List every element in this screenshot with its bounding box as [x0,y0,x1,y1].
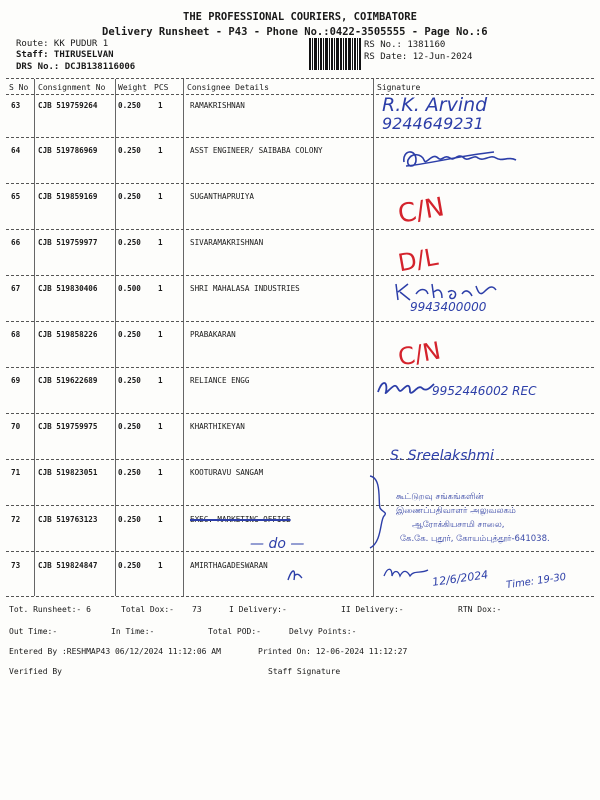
out-time-label: Out Time:- [9,627,58,636]
signature-r73 [382,564,430,580]
row-sno: 71 [11,468,21,477]
col-divider [115,79,116,596]
entered-by: Entered By :RESHMAP43 06/12/2024 11:12:06 AM [9,647,221,656]
row-pcs: 1 [158,561,163,570]
row-sno: 69 [11,376,21,385]
col-consignment-no: Consignment No [38,83,106,92]
row-consignee: SIVARAMAKRISHNAN [190,238,264,247]
row-consignment-no: CJB 519830406 [38,284,98,293]
col-signature: Signature [377,83,421,92]
row-consignment-no: CJB 519786969 [38,146,98,155]
staff-signature-label: Staff Signature [268,667,341,676]
row-consignment-no: CJB 519824847 [38,561,98,570]
row-sno: 70 [11,422,21,431]
row-rule [6,275,594,276]
handwriting-r67-phone: 9943400000 [410,300,487,314]
row-consignment-no: CJB 519759264 [38,101,98,110]
total-dox-value: 73 [192,605,202,614]
row-consignee: RELIANCE ENGG [190,376,250,385]
rtn-dox-label: RTN Dox:- [458,605,502,614]
row-rule [6,183,594,184]
row-weight: 0.250 [118,238,141,247]
row-consignment-no: CJB 519859169 [38,192,98,201]
col-sno: S No [9,83,29,92]
row-sno: 63 [11,101,21,110]
col-pcs: PCS [154,83,169,92]
handwriting-r66-dl: D/L [395,242,441,278]
printed-on: Printed On: 12-06-2024 11:12:27 [258,647,408,656]
row-consignee: RAMAKRISHNAN [190,101,245,110]
signature-r63-name: R.K. Arvind [382,94,488,116]
row-rule [6,367,594,368]
row-pcs: 1 [158,422,163,431]
rs-date: RS Date: 12-Jun-2024 [364,52,473,62]
row-consignment-no: CJB 519763123 [38,515,98,524]
row-consignee: ASST ENGINEER/ SAIBABA COLONY [190,146,323,155]
row-sno: 73 [11,561,21,570]
handwriting-r69-phone: 9952446002 REC [432,384,537,398]
route-label: Route: KK PUDUR 1 [16,39,109,49]
row-sno: 72 [11,515,21,524]
row-consignment-no: CJB 519759977 [38,238,98,247]
row-consignment-no: CJB 519823051 [38,468,98,477]
handwriting-r72-ditto: — do — [250,536,305,552]
row-sno: 64 [11,146,21,155]
i-delivery-label: I Delivery:- [229,605,287,614]
signature-r63-phone: 9244649231 [382,114,484,133]
row-rule [6,459,594,460]
row-consignment-no: CJB 519858226 [38,330,98,339]
row-weight: 0.250 [118,330,141,339]
rs-number: RS No.: 1381160 [364,40,446,50]
total-pod-label: Total POD:- [208,627,261,636]
row-consignee: KHARTHIKEYAN [190,422,245,431]
stamp-line-2: இணைப்பதிவாளர் அலுவலகம் [396,506,516,516]
company-title: THE PROFESSIONAL COURIERS, COIMBATORE [183,11,417,23]
row-consignee: PRABAKARAN [190,330,236,339]
row-pcs: 1 [158,101,163,110]
row-pcs: 1 [158,192,163,201]
row-pcs: 1 [158,284,163,293]
signature-r69 [376,376,436,398]
row-sno: 68 [11,330,21,339]
stamp-line-4: கே.கே. புதூர், கோயம்புத்தூர்-641038. [400,534,550,544]
table-top-rule [6,78,594,79]
initial-mark-r73 [286,566,304,584]
table-bottom-rule [6,596,594,597]
runsheet-title: Delivery Runsheet - P43 - Phone No.:0422-3505555 - Page No.:6 [102,26,488,38]
row-rule [6,137,594,138]
col-consignee-details: Consignee Details [187,83,269,92]
row-weight: 0.250 [118,192,141,201]
staff-label: Staff: THIRUSELVAN [16,50,114,60]
delvy-points-label: Delvy Points:- [289,627,357,636]
row-consignee-struck: EXEC. MARKETING OFFICE [190,515,291,524]
row-weight: 0.500 [118,284,141,293]
table-header-rule [6,94,594,95]
row-consignee: KOOTURAVU SANGAM [190,468,264,477]
handwriting-r73-date: 12/6/2024 [431,568,490,589]
verified-by-label: Verified By [9,667,62,676]
total-dox-label: Total Dox:- [121,605,174,614]
in-time-label: In Time:- [111,627,155,636]
row-weight: 0.250 [118,515,141,524]
signature-r71: S. Sreelakshmi [390,448,494,464]
row-rule [6,321,594,322]
signature-r64 [398,142,523,178]
row-sno: 66 [11,238,21,247]
row-sno: 65 [11,192,21,201]
col-weight: Weight [118,83,147,92]
row-weight: 0.250 [118,146,141,155]
row-pcs: 1 [158,515,163,524]
row-sno: 67 [11,284,21,293]
row-pcs: 1 [158,146,163,155]
stamp-line-1: கூட்டுறவு சங்கங்களின் [396,492,484,502]
row-weight: 0.250 [118,376,141,385]
row-pcs: 1 [158,468,163,477]
row-consignee: SUGANTHAPRUIYA [190,192,255,201]
row-pcs: 1 [158,238,163,247]
row-rule [6,229,594,230]
row-pcs: 1 [158,376,163,385]
row-weight: 0.250 [118,422,141,431]
row-consignee: SHRI MAHALASA INDUSTRIES [190,284,300,293]
row-pcs: 1 [158,330,163,339]
handwriting-r68-cn: C/N [395,336,443,372]
row-weight: 0.250 [118,468,141,477]
brace-mark [364,472,394,552]
handwriting-r65-cn: C/N [395,192,447,230]
col-divider [183,79,184,596]
col-divider [34,79,35,596]
row-consignee: AMIRTHAGADESWARAN [190,561,268,570]
stamp-line-3: ஆரோக்கியசாமி சாலை, [412,520,505,530]
handwriting-r73-time: Time: 19-30 [505,571,567,592]
drs-number: DRS No.: DCJB138116006 [16,62,136,72]
row-consignment-no: CJB 519622689 [38,376,98,385]
tot-runsheet: Tot. Runsheet:- 6 [9,605,91,614]
row-consignment-no: CJB 519759975 [38,422,98,431]
barcode [309,38,361,70]
row-rule [6,413,594,414]
row-weight: 0.250 [118,561,141,570]
row-weight: 0.250 [118,101,141,110]
ii-delivery-label: II Delivery:- [341,605,404,614]
